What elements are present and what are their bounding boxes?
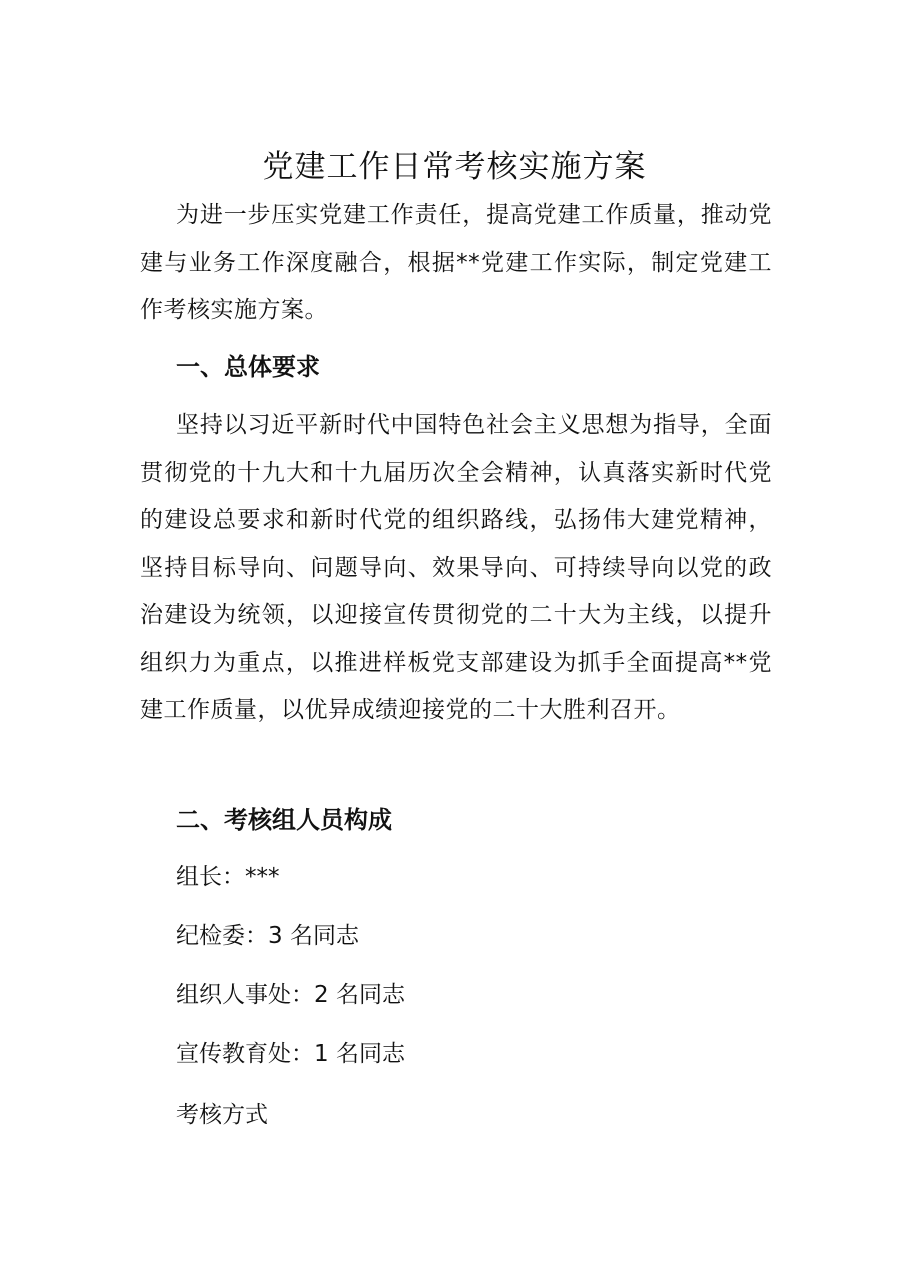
assessment-method-label: 考核方式 [176, 1102, 268, 1128]
team-member-discipline: 纪检委：3 名同志 [176, 923, 359, 949]
document-title: 党建工作日常考核实施方案 [262, 148, 647, 185]
section-heading-team-composition: 二、考核组人员构成 [176, 806, 392, 834]
team-member-personnel: 组织人事处：2 名同志 [176, 982, 405, 1008]
intro-paragraph: 为进一步压实党建工作责任，提高党建工作质量，推动党建与业务工作深度融合，根据**党建工作实际，制定党建工作考核实施方案。 [140, 202, 772, 323]
general-requirements-paragraph: 坚持以习近平新时代中国特色社会主义思想为指导，全面贯彻党的十九大和十九届历次全会精神，认真落实新时代党的建设总要求和新时代党的组织路线，弘扬伟大建党精神，坚持目标导向、问题导向、效果导向、可持续导向以党的政治建设为统领，以迎接宣传贯彻党的二十大为主线，以提升组织力为重点，以推进样板党支部建设为抓手全面提高**党建工作质量，以优异成绩迎接党的二十大胜利召开。 [140, 412, 772, 723]
team-member-leader: 组长：*** [176, 864, 280, 890]
section-heading-general-requirements: 一、总体要求 [176, 353, 320, 381]
team-member-publicity: 宣传教育处：1 名同志 [176, 1041, 405, 1067]
